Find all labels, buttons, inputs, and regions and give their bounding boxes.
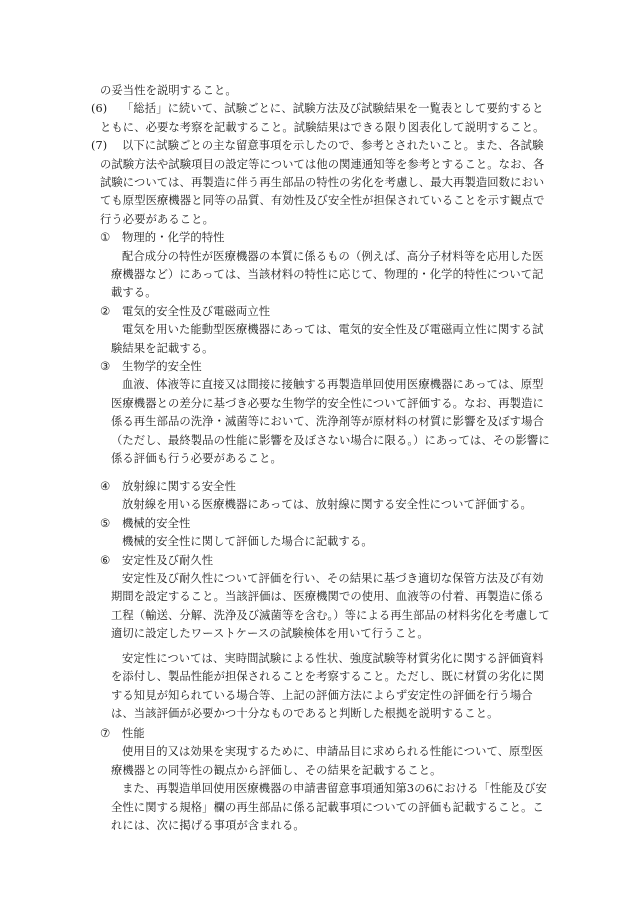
text-line: 試験については、再製造に伴う再生部品の特性の劣化を考慮し、最大再製造回数におい <box>100 175 545 189</box>
subitem-7-heading: 性能 <box>122 727 145 740</box>
subitem-1-marker: ① <box>100 231 111 245</box>
text-line: は、当該評価が必要かつ十分なものであると判断した根拠を説明すること。 <box>111 707 499 721</box>
subitem-6-heading: 安定性及び耐久性 <box>122 553 214 567</box>
subitem-6-marker: ⑥ <box>100 553 111 567</box>
item-7-marker: (7) <box>91 139 108 153</box>
continuation-text <box>100 82 237 100</box>
text-line: の試験方法や試験項目の設定等については他の関連通知等を参考とすること。なお、各 <box>100 157 545 171</box>
text-line: 安定性及び耐久性について評価を行い、その結果に基づき適切な保管方法及び有効 <box>122 572 544 585</box>
subitem-5-heading: 機械的安全性 <box>122 516 191 530</box>
text-line: 医療機器との差分に基づき必要な生物学的安全性について評価する。なお、再製造に <box>111 396 544 410</box>
text-line: 以下に試験ごとの主な留意事項を示したので、参考とされたいこと。また、各試験 <box>122 139 544 153</box>
text-line: （ただし、最終製品の性能に影響を及ぼさない場合に限る。）にあっては、その影響に <box>111 433 550 447</box>
subitem-6-body-b <box>111 650 544 724</box>
subitem-5-marker: ⑤ <box>100 516 111 530</box>
text-line: 血液、体液等に直接又は間接に接触する再製造単回使用医療機器にあっては、原型 <box>122 378 544 392</box>
subitem-3-body <box>111 376 550 468</box>
item-7-paragraph <box>100 137 544 229</box>
subitem-4-marker: ④ <box>100 480 111 493</box>
text-line: 適切に設定したワーストケースの試験検体を用いて行うこと。 <box>111 627 429 641</box>
subitem-1-body <box>111 248 544 303</box>
subitem-2-marker: ② <box>100 304 111 318</box>
text-line: の妥当性を説明すること。 <box>100 84 237 97</box>
text-line: 配合成分の特性が医療機器の本質に係るもの（例えば、高分子材料等を応用した医 <box>122 249 544 263</box>
subitem-5-body <box>111 533 373 551</box>
text-line: を添付し、製品性能が担保されることを考察すること。ただし、既に材質の劣化に関 <box>111 670 545 684</box>
text-line: 工程（輸送、分解、洗浄及び滅菌等を含む。）等による再生部品の材料劣化を考慮して <box>111 608 550 622</box>
text-line: ても原型医療機器と同等の品質、有効性及び安全性が担保されていることを示す観点で <box>100 194 545 208</box>
subitem-2-body <box>111 321 544 358</box>
subitem-6-body-a <box>111 570 550 644</box>
text-line: 機械的安全性に関して評価した場合に記載する。 <box>122 535 373 549</box>
text-line: 全性に関する規格」欄の再生部品に係る記載事項についての評価も記載すること。こ <box>111 800 544 814</box>
text-line: 係る評価も行う必要があること。 <box>111 451 282 465</box>
text-line: 験結果を記載する。 <box>111 341 214 355</box>
subitem-7-body-a <box>111 743 543 780</box>
subitem-3-marker: ③ <box>100 360 111 373</box>
text-line: する知見が知られている場合等、上記の評価方法によらず安定性の評価を行う場合 <box>111 688 533 702</box>
text-line: 「総括」に続いて、試験ごとに、試験方法及び試験結果を一覧表として要約すると <box>122 102 544 116</box>
text-line: 使用目的又は効果を実現するために、申請品目に求められる性能について、原型医 <box>122 745 544 759</box>
text-line: 療機器との同等性の観点から評価し、その結果を記載すること。 <box>111 763 442 777</box>
text-line: 係る再生部品の洗浄・滅菌等において、洗浄剤等が原材料の材質に影響を及ぼす場合 <box>111 415 544 429</box>
subitem-7-marker: ⑦ <box>100 727 111 740</box>
text-line: 期間を設定すること。当該評価は、医療機関での使用、血液等の付着、再製造に係る <box>111 590 545 604</box>
item-6-paragraph <box>100 100 544 137</box>
subitem-7-body-b <box>111 780 547 835</box>
item-6-marker: (6) <box>91 102 108 116</box>
text-line: れには、次に掲げる事項が含まれる。 <box>111 818 305 832</box>
text-line: 療機器など）にあっては、当該材料の特性に応じて、物理的・化学的特性について記 <box>111 267 544 281</box>
subitem-2-heading: 電気的安全性及び電磁両立性 <box>122 304 271 318</box>
text-line: 行う必要があること。 <box>100 212 214 226</box>
subitem-3-heading: 生物学的安全性 <box>122 360 202 373</box>
text-line: ともに、必要な考察を記載すること。試験結果はできる限り図表化して説明すること。 <box>100 120 545 134</box>
text-line: 電気を用いた能動型医療機器にあっては、電気的安全性及び電磁両立性に関する試 <box>122 323 544 337</box>
text-line: 載する。 <box>111 286 157 300</box>
text-line: また、再製造単回使用医療機器の申請書留意事項通知第3の6における「性能及び安 <box>122 782 547 796</box>
text-line: 放射線を用いる医療機器にあっては、放射線に関する安全性について評価する。 <box>122 498 532 512</box>
subitem-4-heading: 放射線に関する安全性 <box>122 480 236 493</box>
subitem-4-body <box>111 496 532 514</box>
subitem-1-heading: 物理的・化学的特性 <box>122 231 225 245</box>
text-line: 安定性については、実時間試験による性状、強度試験等材質劣化に関する評価資料 <box>122 652 544 665</box>
